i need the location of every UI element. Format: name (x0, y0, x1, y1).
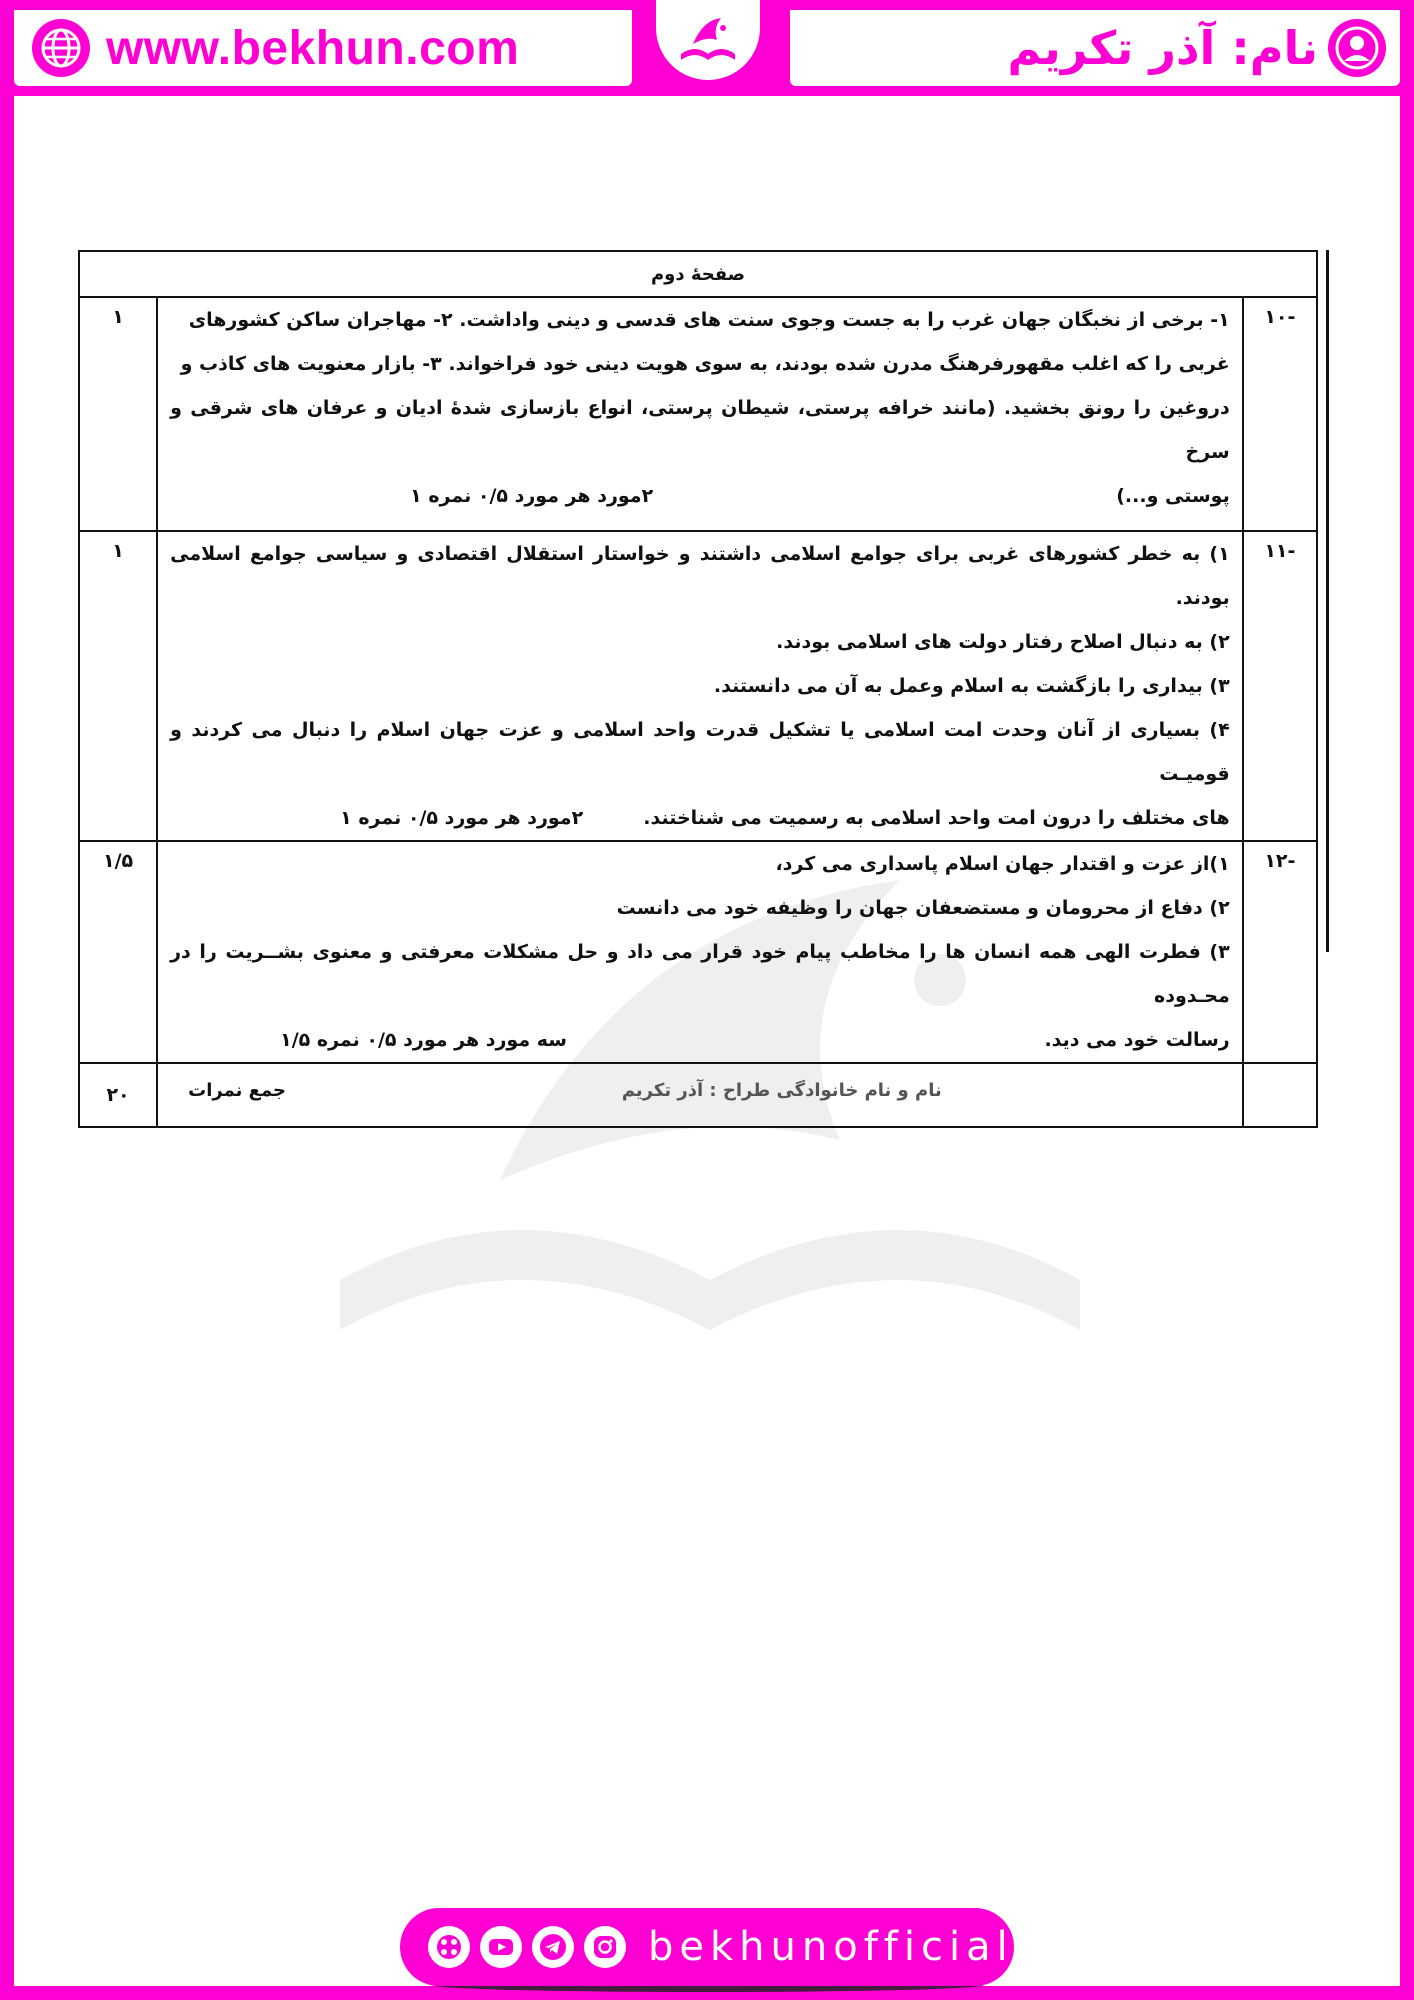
answer-text (157, 841, 1243, 1063)
youtube-icon[interactable] (480, 1926, 522, 1968)
page-border-left (0, 0, 14, 2000)
total-score: ۲۰ (79, 1063, 157, 1127)
globe-icon (32, 19, 90, 77)
question-score: ۱ (79, 531, 157, 841)
question-number: -۱۰ (1243, 297, 1317, 531)
answer-line: های مختلف را درون امت واحد اسلامی به رسمیت می شناختند. (643, 807, 1230, 829)
answer-line: ۲) به دنبال اصلاح رفتار دولت های اسلامی بودند. (776, 631, 1230, 653)
user-icon (1328, 19, 1386, 77)
grading-note: ۲مورد هر مورد ۰/۵ نمره ۱ (410, 485, 654, 507)
answer-line: ۳) بیداری را بازگشت به اسلام وعمل به آن می دانستند. (713, 675, 1230, 697)
answer-line: غربی را که اغلب مقهورفرهنگ مدرن شده بودند، به سوی هویت دینی خود فراخواند. ۳- بازار معنویت های کاذب و (180, 353, 1230, 375)
book-logo-icon (673, 10, 743, 70)
answer-line: دروغین را رونق بخشید. (مانند خرافه پرستی، شیطان پرستی، انواع بازسازی شدهٔ ادیان و عرفان های شرقی و سرخ (170, 397, 1230, 463)
answer-line: ۱- برخی از نخبگان جهان غرب را به جست وجوی سنت های قدسی و دینی واداشت. ۲- مهاجران ساکن کشورهای (188, 309, 1230, 331)
grading-note: ۲مورد هر مورد ۰/۵ نمره ۱ (340, 807, 584, 829)
table-footer-row (79, 1063, 1317, 1127)
answer-text (157, 297, 1243, 531)
answer-line: رسالت خود می دید. (1044, 1029, 1230, 1051)
answer-line: ۴) بسیاری از آنان وحدت امت اسلامی یا تشکیل قدرت واحد اسلامی و عزت جهان اسلام را دنبال می کردند و قومیـت (170, 719, 1230, 785)
author-name: نام: آذر تکریم (1007, 21, 1318, 75)
table-title-row (79, 251, 1317, 297)
table-edge-mark (1326, 250, 1329, 952)
website-link[interactable]: www.bekhun.com (106, 21, 520, 75)
question-row (79, 841, 1317, 1063)
aparat-icon[interactable] (428, 1926, 470, 1968)
footer-cell (157, 1063, 1243, 1127)
question-score: ۱ (79, 297, 157, 531)
website-header[interactable] (14, 10, 632, 86)
page-border-right (1400, 0, 1414, 2000)
page-title: صفحهٔ دوم (79, 251, 1317, 297)
answer-line: پوستی و...) (1116, 485, 1230, 507)
question-number: -۱۱ (1243, 531, 1317, 841)
answer-line: ۱) به خطر کشورهای غربی برای جوامع اسلامی داشتند و خواستار استقلال اقتصادی و سیاسی جوامع اسلامی بودند. (170, 543, 1230, 609)
designer-name: نام و نام خانوادگی طراح : آذر تکریم (621, 1080, 942, 1101)
question-row (79, 531, 1317, 841)
question-number: -۱۲ (1243, 841, 1317, 1063)
question-row (79, 297, 1317, 531)
answer-line: ۲) دفاع از محرومان و مستضعفان جهان را وظیفه خود می دانست (616, 897, 1230, 919)
author-header (790, 10, 1400, 86)
telegram-icon[interactable] (532, 1926, 574, 1968)
social-handle[interactable]: bekhunofficial (648, 1924, 1014, 1970)
answer-line: ۳) فطرت الهی همه انسان ها را مخاطب پیام خود قرار می داد و حل مشکلات معرفتی و معنوی بشــریت را در محـدوده (170, 941, 1230, 1007)
answer-line: ۱)از عزت و اقتدار جهان اسلام پاسداری می کرد، (775, 853, 1230, 875)
answer-text (157, 531, 1243, 841)
social-bar[interactable] (400, 1908, 1014, 1986)
answer-key-table (78, 250, 1318, 1128)
question-score: ۱/۵ (79, 841, 157, 1063)
instagram-icon[interactable] (584, 1926, 626, 1968)
grading-note: سه مورد هر مورد ۰/۵ نمره ۱/۵ (280, 1029, 567, 1051)
total-score-label: جمع نمرات (188, 1080, 286, 1101)
